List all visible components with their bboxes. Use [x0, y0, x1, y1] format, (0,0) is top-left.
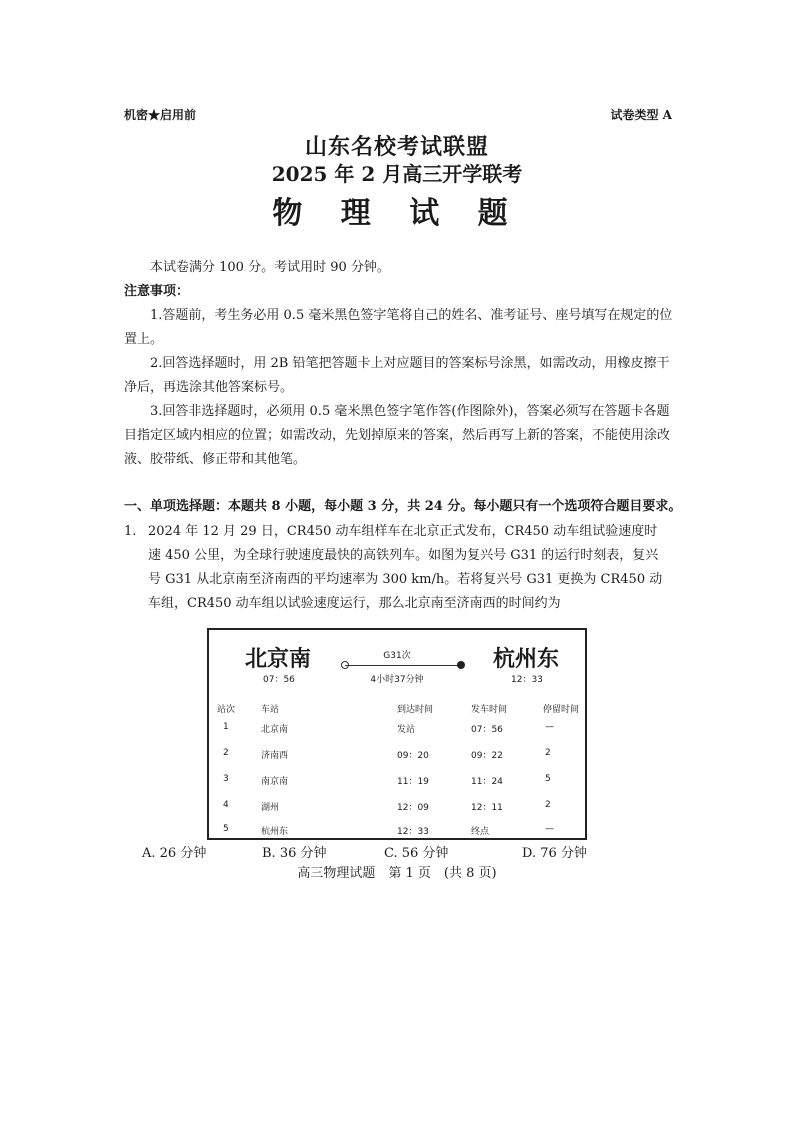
table-cell: 12：09	[397, 803, 429, 813]
table-cell: 12：11	[471, 803, 503, 813]
destination-dot-icon	[457, 661, 465, 669]
table-cell: 5	[223, 824, 229, 834]
confidential-label: 机密★启用前	[124, 108, 197, 122]
column-header-stay: 停留时间	[543, 705, 580, 715]
column-header-arrival: 到达时间	[397, 705, 434, 715]
notice-title: 注意事项：	[124, 284, 190, 299]
subject-title: 物 理 试 题	[272, 196, 522, 231]
table-cell: 杭州东	[261, 827, 289, 837]
table-cell: 湖州	[261, 803, 280, 813]
option-d: D. 76 分钟	[522, 846, 587, 861]
table-cell: 发站	[397, 725, 416, 735]
column-header-stop-no: 站次	[217, 705, 236, 715]
table-cell: 2	[545, 800, 551, 810]
question-text: 2024 年 12 月 29 日，CR450 动车组样车在北京正式发布，CR450 动车组试验速度时速 450 公里，为全球行驶速度最快的高铁列车。如图为复兴号 G31 的运行时刻表，复兴号 G31 从北京南至济南西的平均速率为 300 km/h。若将复兴号 G31 更换为 CR450 动车组，CR450 动车组以试验速度运行，那么北京南至济南西的时间约为	[148, 524, 663, 611]
arrival-station: 杭州东	[493, 647, 560, 672]
column-header-departure: 发车时间	[471, 705, 508, 715]
option-c: C. 56 分钟	[384, 846, 449, 861]
question-number: 1.	[124, 524, 137, 539]
page-footer: 高三物理试题 第 1 页 (共 8 页)	[297, 866, 497, 881]
question-1	[124, 520, 664, 616]
table-cell: —	[545, 722, 554, 732]
table-cell: 2	[545, 748, 551, 758]
table-cell: 11：24	[471, 777, 503, 787]
notice-item-1: 1.答题前，考生务必用 0.5 毫米黑色签字笔将自己的姓名、准考证号、座号填写在规定的位置上。	[124, 308, 673, 347]
table-cell: 北京南	[261, 725, 289, 735]
table-cell: 济南西	[261, 751, 289, 761]
exam-date-title: 2025 年 2 月高三开学联考	[271, 162, 523, 186]
section-heading-single-choice: 一、单项选择题：本题共 8 小题，每小题 3 分，共 24 分。每小题只有一个选项符合题目要求。	[124, 499, 682, 514]
table-cell: 3	[223, 774, 229, 784]
table-cell: 12：33	[397, 827, 429, 837]
option-a: A. 26 分钟	[142, 846, 207, 861]
table-cell: 09：20	[397, 751, 429, 761]
table-cell: —	[545, 824, 554, 834]
full-score-note: 本试卷满分 100 分。考试用时 90 分钟。	[150, 260, 390, 275]
train-timetable-figure	[207, 628, 587, 840]
table-cell: 09：22	[471, 751, 503, 761]
notice-item-2: 2.回答选择题时，用 2B 铅笔把答题卡上对应题目的答案标号涂黑，如需改动，用橡皮擦干净后，再选涂其他答案标号。	[124, 356, 670, 395]
train-number: G31次	[383, 651, 411, 661]
table-cell: 5	[545, 774, 551, 784]
table-cell: 11：19	[397, 777, 429, 787]
exam-alliance-title: 山东名校考试联盟	[304, 134, 489, 160]
table-cell: 4	[223, 800, 229, 810]
table-cell: 1	[223, 722, 229, 732]
notice-item-3: 3.回答非选择题时，必须用 0.5 毫米黑色签字笔作答(作图除外)，答案必须写在答题卡各题目指定区域内相应的位置；如需改动，先划掉原来的答案，然后再写上新的答案，不能使用涂改液、胶带纸、修正带和其他笔。	[124, 404, 671, 467]
table-cell: 07：56	[471, 725, 503, 735]
route-line	[345, 665, 461, 666]
arrival-time: 12：33	[511, 675, 543, 685]
travel-duration: 4小时37分钟	[370, 675, 424, 685]
table-cell: 2	[223, 748, 229, 758]
table-cell: 南京南	[261, 777, 289, 787]
option-b: B. 36 分钟	[262, 846, 327, 861]
column-header-station: 车站	[261, 705, 280, 715]
departure-time: 07：56	[263, 675, 295, 685]
departure-station: 北京南	[245, 647, 312, 672]
table-cell: 终点	[471, 827, 490, 837]
paper-type-label: 试卷类型 A	[610, 108, 672, 122]
